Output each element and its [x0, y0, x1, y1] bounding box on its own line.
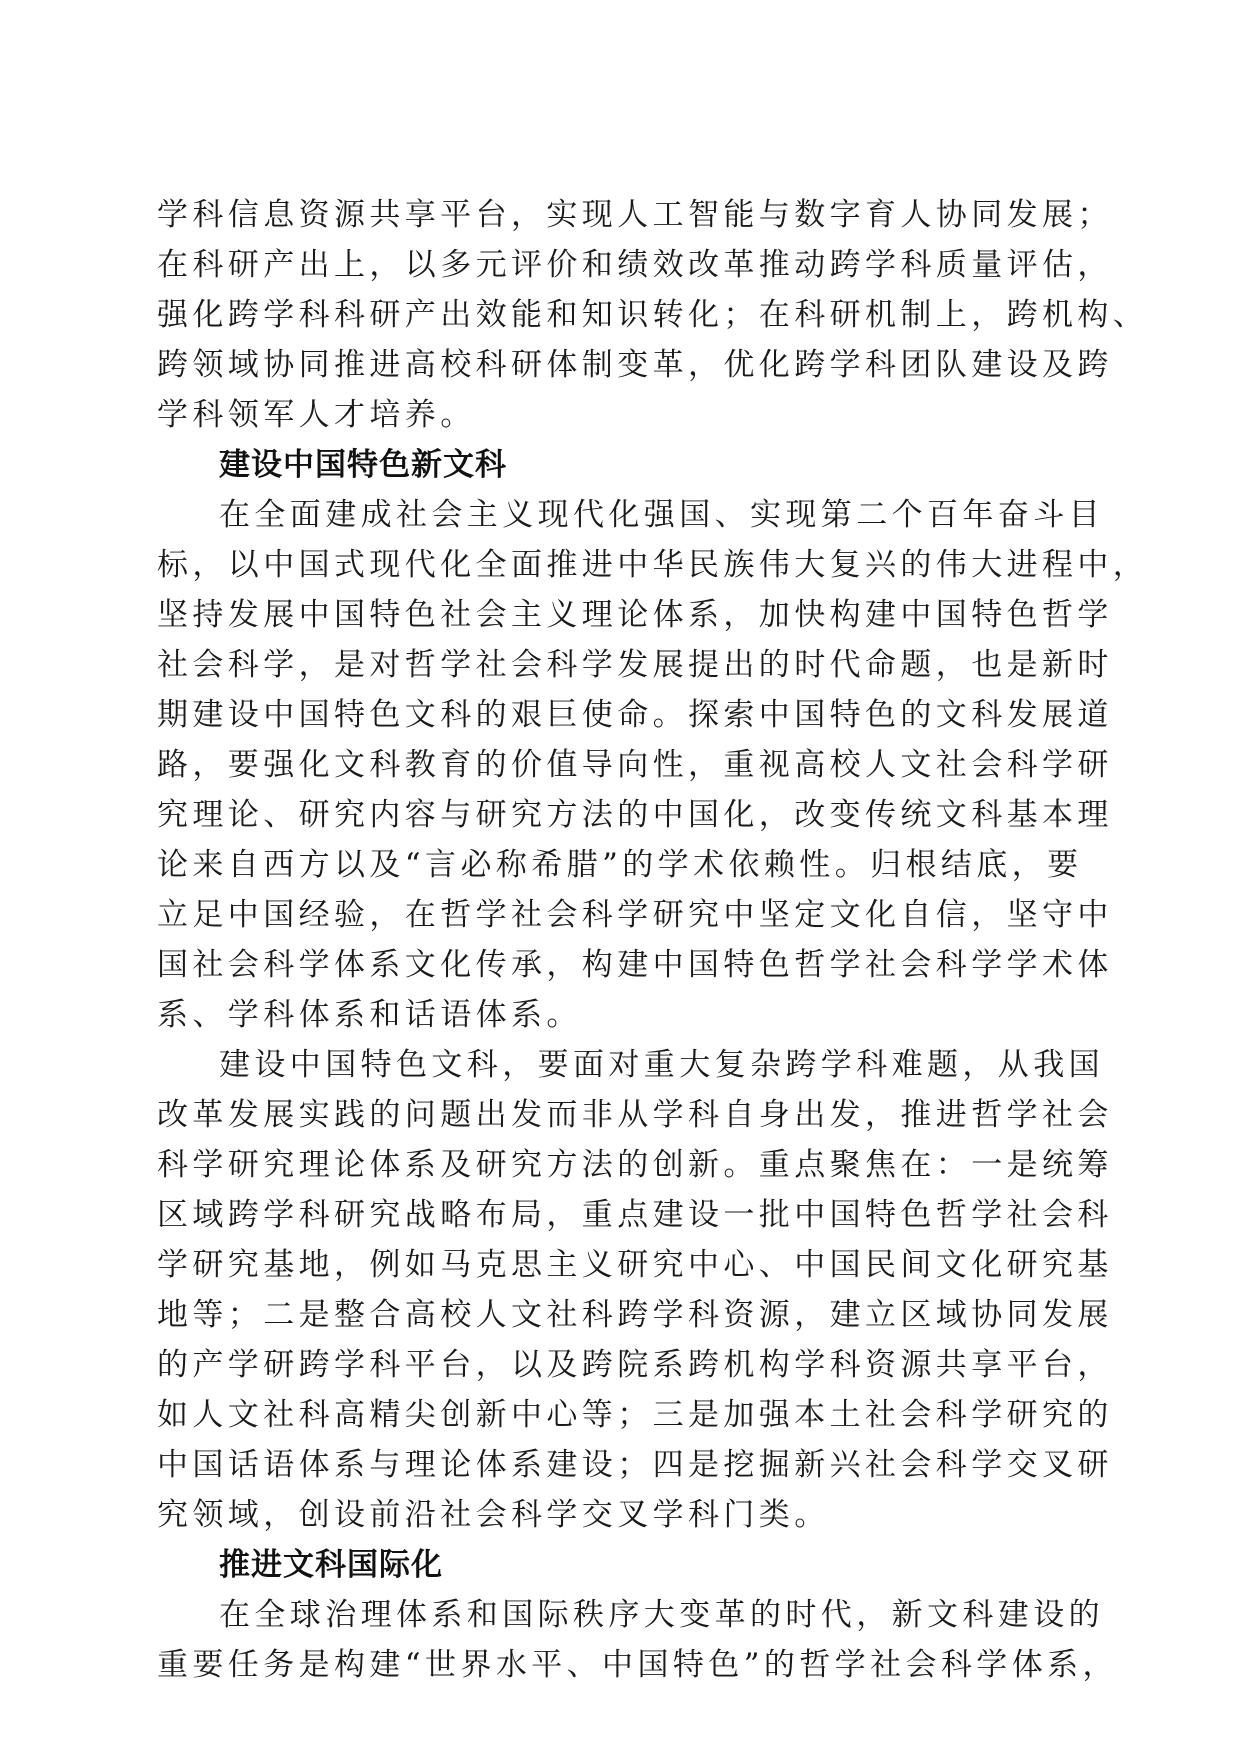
- paragraph-line: 在全面建成社会主义现代化强国、实现第二个百年奋斗目: [219, 497, 1104, 533]
- section-heading-new-liberal-arts: 建设中国特色新文科: [219, 447, 507, 483]
- paragraph-line: 社会科学，是对哲学社会科学发展提出的时代命题，也是新时: [157, 647, 1113, 683]
- paragraph-line: 学研究基地，例如马克思主义研究中心、中国民间文化研究基: [157, 1247, 1113, 1283]
- section-heading-internationalization: 推进文科国际化: [219, 1547, 443, 1583]
- paragraph-line: 究理论、研究内容与研究方法的中国化，改变传统文科基本理: [157, 797, 1113, 833]
- paragraph-line: 科学研究理论体系及研究方法的创新。重点聚焦在：一是统筹: [157, 1147, 1113, 1183]
- paragraph-line: 系、学科体系和话语体系。: [157, 997, 582, 1033]
- intro-line: 学科信息资源共享平台，实现人工智能与数字育人协同发展；: [157, 197, 1113, 233]
- intro-line: 学科领军人才培养。: [157, 397, 476, 433]
- paragraph-line: 坚持发展中国特色社会主义理论体系，加快构建中国特色哲学: [157, 597, 1113, 633]
- paragraph-line: 改革发展实践的问题出发而非从学科自身出发，推进哲学社会: [157, 1097, 1113, 1133]
- intro-line: 跨领域协同推进高校科研体制变革，优化跨学科团队建设及跨: [157, 347, 1113, 383]
- paragraph-line: 标，以中国式现代化全面推进中华民族伟大复兴的伟大进程中，: [157, 547, 1149, 583]
- paragraph-line: 在全球治理体系和国际秩序大变革的时代，新文科建设的: [219, 1597, 1104, 1633]
- paragraph-line: 区域跨学科研究战略布局，重点建设一批中国特色哲学社会科: [157, 1197, 1113, 1233]
- intro-line: 在科研产出上，以多元评价和绩效改革推动跨学科质量评估，: [157, 247, 1113, 283]
- intro-line: 强化跨学科科研产出效能和知识转化；在科研机制上，跨机构、: [157, 297, 1149, 333]
- paragraph-line: 期建设中国特色文科的艰巨使命。探索中国特色的文科发展道: [157, 697, 1113, 733]
- paragraph-line: 国社会科学体系文化传承，构建中国特色哲学社会科学学术体: [157, 947, 1113, 983]
- document-body: [157, 190, 1149, 1690]
- paragraph-line: 中国话语体系与理论体系建设；四是挖掘新兴社会科学交叉研: [157, 1447, 1113, 1483]
- paragraph-line: 重要任务是构建“世界水平、中国特色”的哲学社会科学体系，: [157, 1647, 1118, 1683]
- paragraph-line: 建设中国特色文科，要面对重大复杂跨学科难题，从我国: [219, 1047, 1104, 1083]
- paragraph-line: 地等；二是整合高校人文社科跨学科资源，建立区域协同发展: [157, 1297, 1113, 1333]
- paragraph-line: 的产学研跨学科平台，以及跨院系跨机构学科资源共享平台，: [157, 1347, 1113, 1383]
- paragraph-line: 路，要强化文科教育的价值导向性，重视高校人文社会科学研: [157, 747, 1113, 783]
- paragraph-line: 立足中国经验，在哲学社会科学研究中坚定文化自信，坚守中: [157, 897, 1113, 933]
- paragraph-line: 究领域，创设前沿社会科学交叉学科门类。: [157, 1497, 830, 1533]
- paragraph-line: 如人文社科高精尖创新中心等；三是加强本土社会科学研究的: [157, 1397, 1113, 1433]
- paragraph-line: 论来自西方以及“言必称希腊”的学术依赖性。归根结底，要: [157, 847, 1083, 883]
